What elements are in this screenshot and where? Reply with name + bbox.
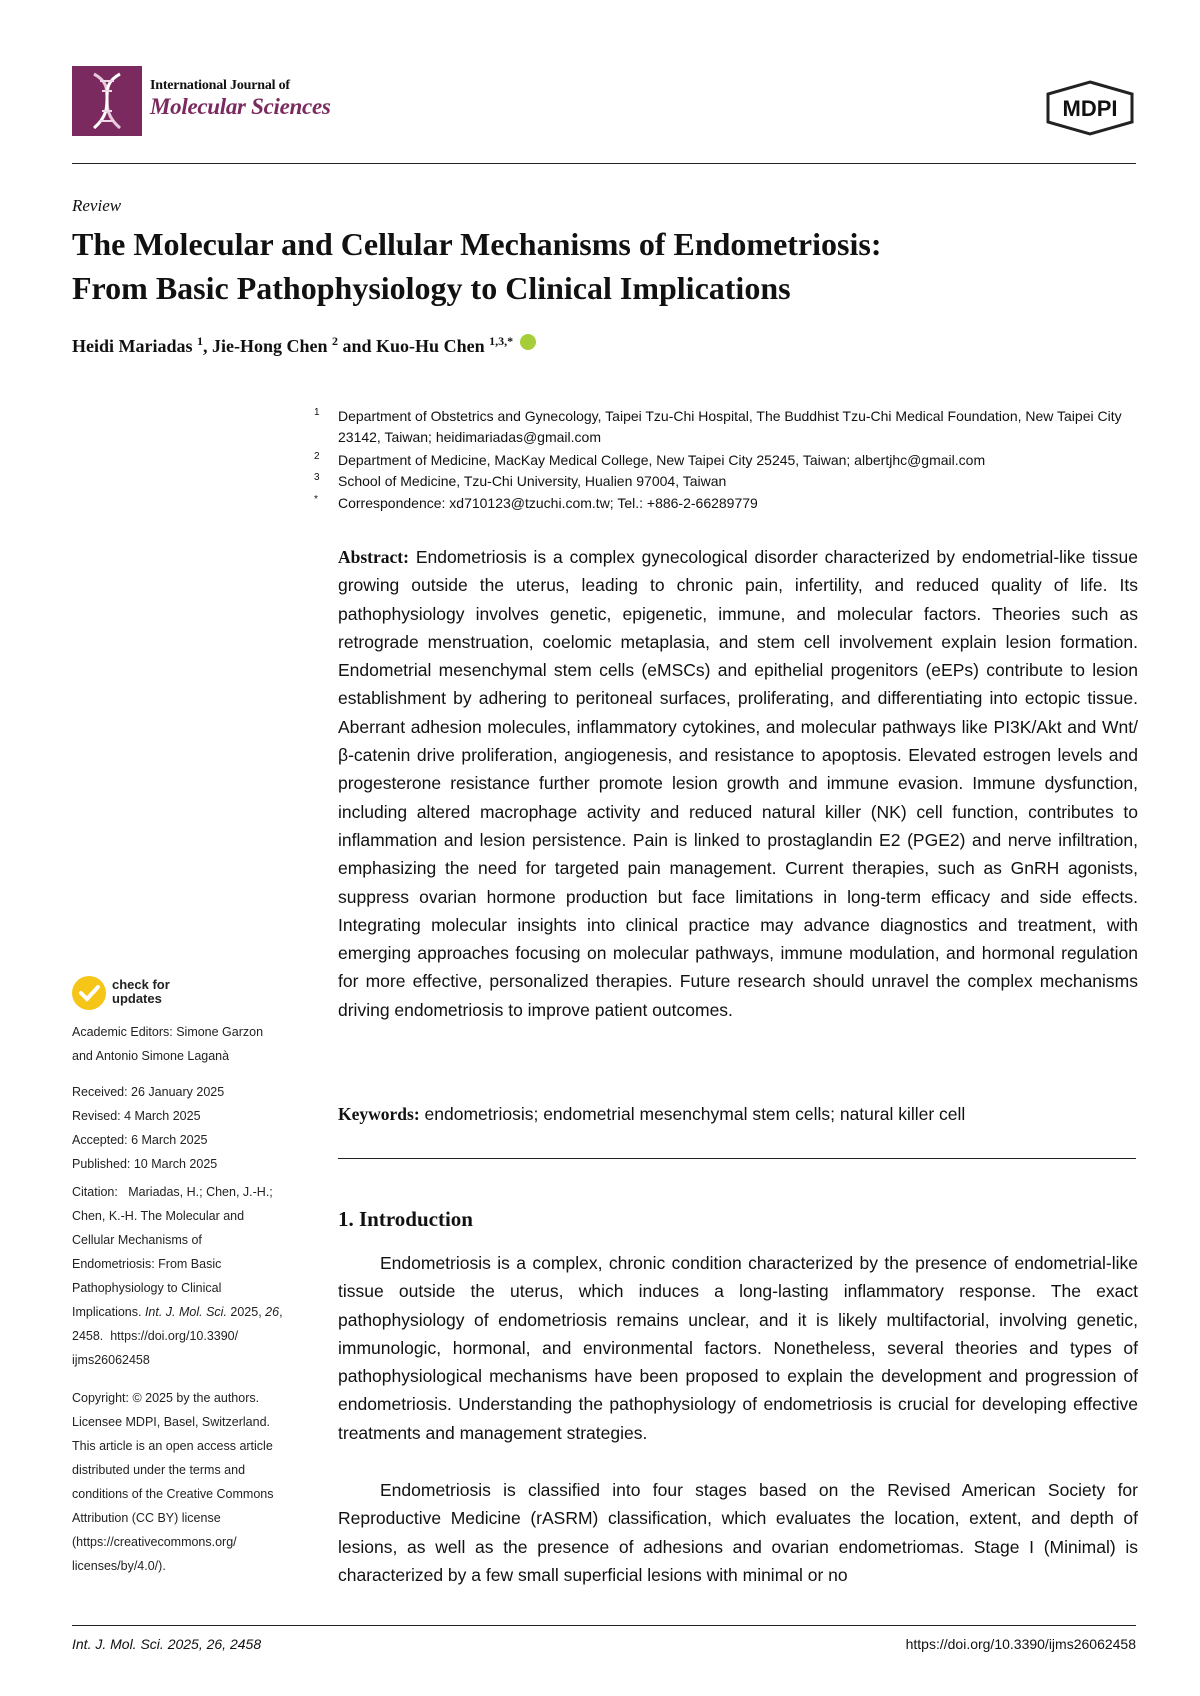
author-name[interactable]: Jie-Hong Chen — [212, 336, 328, 356]
citation-volume: 26 — [265, 1305, 280, 1319]
author-affiliation-ref: 1,3,* — [489, 334, 514, 348]
affiliation-text: Department of Medicine, MacKay Medical College, New Taipei City 25245, Taiwan; albertjhc@gmail.com — [338, 452, 986, 468]
footer-doi-link[interactable]: https://doi.org/10.3390/ijms26062458 — [905, 1636, 1136, 1652]
footer-citation — [72, 1636, 261, 1652]
citation-line: Cellular Mechanisms of — [72, 1233, 202, 1247]
check-for-updates-badge[interactable] — [72, 976, 192, 1012]
keywords-text: endometriosis; endometrial mesenchymal stem cells; natural killer cell — [424, 1104, 966, 1124]
article-type: Review — [72, 196, 122, 215]
abstract-divider — [338, 1158, 1136, 1159]
journal-logo[interactable] — [72, 66, 372, 136]
affiliation-1 — [314, 406, 1128, 448]
published-date: Published: 10 March 2025 — [72, 1157, 218, 1171]
editors-line: Academic Editors: Simone Garzon — [72, 1025, 264, 1039]
intro-paragraph-1: Endometriosis is a complex, chronic condition characterized by the presence of endometrial-like tissue outside the uterus, which induces a long-lasting inflammatory response. The exact pathophysiology of endometriosis remains unclear, and it is likely multifactorial, involving genetic, immunologic, hormonal, and environmental factors. Nonetheless, several theories and types of pathophysiological mechanisms have been proposed to explain the development and progression of endometriosis. Understanding the pathophysiology of endometriosis is crucial for developing effective treatments and management strategies. — [338, 1253, 1138, 1443]
check-updates-label — [112, 978, 170, 1006]
title-line-2: From Basic Pathophysiology to Clinical Implications — [72, 270, 791, 306]
citation-doi-link[interactable]: 2458. https://doi.org/10.3390/ — [72, 1329, 239, 1343]
license-link[interactable]: licenses/by/4.0/). — [72, 1559, 166, 1573]
abstract-label: Abstract: — [338, 547, 409, 567]
citation — [72, 1180, 302, 1372]
check-icon — [72, 976, 106, 1010]
citation-text: Implications. — [72, 1305, 145, 1319]
citation-comma: , — [279, 1305, 283, 1319]
check-updates-line2: updates — [112, 991, 162, 1006]
author-name[interactable]: Heidi Mariadas — [72, 336, 193, 356]
header-divider — [72, 163, 1136, 164]
license-link[interactable]: (https://creativecommons.org/ — [72, 1535, 237, 1549]
affiliation-2 — [314, 450, 1128, 471]
author-separator: , — [203, 336, 212, 356]
citation-line: Pathophysiology to Clinical — [72, 1281, 222, 1295]
author-name[interactable]: Kuo-Hu Chen — [376, 336, 485, 356]
section-heading: 1. Introduction — [338, 1207, 473, 1231]
citation-line — [72, 1305, 283, 1319]
orcid-icon[interactable] — [520, 334, 536, 350]
citation-journal: Int. J. Mol. Sci. — [144, 1305, 227, 1319]
revised-date: Revised: 4 March 2025 — [72, 1109, 201, 1123]
copyright-line: Attribution (CC BY) license — [72, 1511, 221, 1525]
correspondence-text: Correspondence: xd710123@tzuchi.com.tw; Tel.: +886-2-66289779 — [338, 495, 758, 511]
journal-name-line1: International Journal of — [150, 78, 290, 93]
footer-citation-text: Int. J. Mol. Sci. 2025, 26, 2458 — [72, 1636, 262, 1652]
citation-doi-suffix[interactable]: ijms26062458 — [72, 1353, 150, 1367]
author-affiliation-ref: 1 — [197, 334, 203, 348]
author-affiliation-ref: 2 — [332, 334, 339, 348]
intro-paragraph-2: Endometriosis is classified into four stages based on the Revised American Society for Reproductive Medicine (rASRM) classification, which evaluates the location, extent, and depth of lesions, as well as the presence of adhesions and ovarian endometriomas. Stage I (Minimal) is characterized by a few small superficial lesions with minimal or no — [338, 1480, 1138, 1585]
academic-editors — [72, 1020, 302, 1068]
mdpi-logo[interactable] — [1044, 80, 1136, 136]
footer-divider — [72, 1625, 1136, 1626]
title-line-1: The Molecular and Cellular Mechanisms of Endometriosis: — [72, 226, 882, 262]
copyright-line: distributed under the terms and — [72, 1463, 246, 1477]
correspondence — [314, 493, 1128, 514]
author-list — [72, 334, 536, 357]
affiliation-text: School of Medicine, Tzu-Chi University, Hualien 97004, Taiwan — [338, 473, 727, 489]
affiliation-number: * — [314, 494, 318, 505]
copyright-line: Copyright: © 2025 by the authors. — [72, 1391, 260, 1405]
affiliation-3 — [314, 471, 1128, 492]
publisher-name: MDPI — [1062, 96, 1118, 121]
editors-line: and Antonio Simone Laganà — [72, 1049, 230, 1063]
citation-line: Endometriosis: From Basic — [72, 1257, 222, 1271]
affiliation-text: Department of Obstetrics and Gynecology, Taipei Tzu-Chi Hospital, The Buddhist Tzu-Chi Medical Foundation, New Taipei City 23142, Taiwan; heidimariadas@gmail.com — [338, 408, 1122, 445]
affiliation-number: 2 — [314, 451, 320, 462]
received-date: Received: 26 January 2025 — [72, 1085, 225, 1099]
keywords — [338, 1100, 1138, 1128]
citation-line: Citation: Mariadas, H.; Chen, J.-H.; — [72, 1185, 273, 1199]
copyright-line: This article is an open access article — [72, 1439, 273, 1453]
affiliation-number: 1 — [314, 407, 320, 418]
dna-icon — [72, 66, 142, 136]
copyright-notice — [72, 1386, 302, 1578]
copyright-line: Licensee MDPI, Basel, Switzerland. — [72, 1415, 271, 1429]
citation-year: 2025, — [226, 1305, 266, 1319]
citation-line: Chen, K.-H. The Molecular and — [72, 1209, 245, 1223]
check-updates-line1: check for — [112, 977, 170, 992]
affiliation-number: 3 — [314, 472, 320, 483]
abstract — [338, 543, 1138, 1024]
article-title — [72, 222, 1142, 310]
abstract-text: Endometriosis is a complex gynecological disorder characterized by endometrial-like tissue growing outside the uterus, leading to chronic pain, infertility, and reduced quality of life. Its pathophysiology involves genetic, epigenetic, immune, and molecular factors. Theories such as retrograde menstruation, coelomic metaplasia, and stem cell involvement explain lesion formation. Endometrial mesenchymal stem cells (eMSCs) and epithelial progenitors (eEPs) contribute to lesion establishment by adhering to peritoneal surfaces, proliferating, and differentiating into ectopic tissue. Aberrant adhesion molecules, inflammatory cytokines, and molecular pathways like PI3K/Akt and Wnt/β-catenin drive proliferation, angiogenesis, and resistance to apoptosis. Elevated estrogen levels and progesterone resistance further promote lesion growth and immune evasion. Immune dysfunction, including altered macrophage activity and reduced natural killer (NK) cell function, contributes to inflammation and lesion persistence. Pain is linked to prostaglandin E2 (PGE2) and nerve infiltration, emphasizing the need for targeted pain management. Current therapies, such as GnRH agonists, suppress ovarian hormone production but face limitations in long-term efficacy and side effects. Integrating molecular insights into clinical practice may advance diagnostics and treatment, with emerging approaches focusing on molecular pathways, immune modulation, and hormonal regulation for more effective, personalized therapies. Future research should unravel the complex mechanisms driving endometriosis to improve patient outcomes. — [338, 547, 1138, 1020]
accepted-date: Accepted: 6 March 2025 — [72, 1133, 208, 1147]
author-separator: and — [338, 336, 377, 356]
article-dates — [72, 1080, 302, 1176]
journal-name-line2: Molecular Sciences — [150, 94, 331, 119]
keywords-label: Keywords: — [338, 1104, 420, 1124]
copyright-line: conditions of the Creative Commons — [72, 1487, 274, 1501]
